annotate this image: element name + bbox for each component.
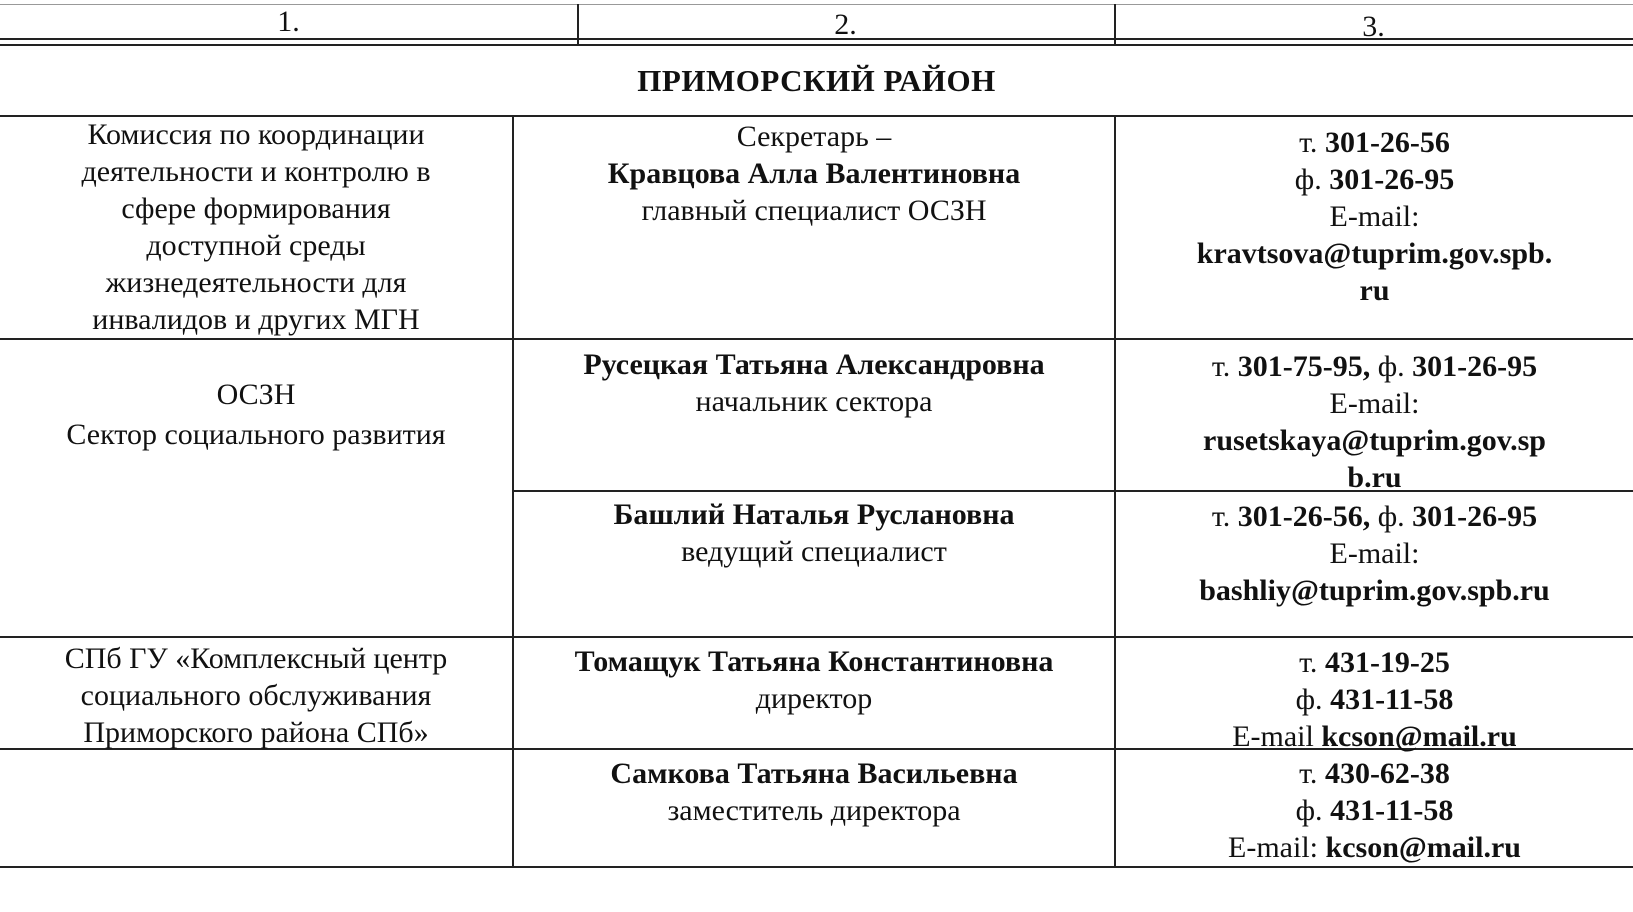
org-line: СПб ГУ «Комплексный центр [64, 642, 448, 675]
email-address: bashliy@tuprim.gov.spb.ru [1199, 574, 1550, 607]
header-col-2: 2. [834, 8, 857, 41]
org-line: Сектор социального развития [66, 418, 446, 451]
phone-prefix: т. [1211, 350, 1231, 383]
fax-prefix: ф. [1294, 163, 1322, 196]
fax-prefix: ф. [1295, 794, 1323, 827]
email-address: kcson@mail.ru [1325, 831, 1521, 864]
row1-organization [0, 116, 512, 338]
role-prefix: Секретарь – [736, 120, 892, 153]
phone-number: 431-19-25 [1324, 646, 1450, 679]
email-label: E-mail: [1329, 537, 1420, 570]
header-col-1: 1. [277, 5, 300, 38]
row1-contact-person [514, 118, 1114, 229]
phone-number: 301-75-95, [1237, 350, 1371, 383]
email-address: kravtsova@tuprim.gov.spb. [1196, 237, 1553, 270]
person-position: начальник сектора [695, 385, 933, 418]
person-name: Башлий Наталья Руслановна [613, 498, 1015, 531]
email-label: E-mail: [1329, 387, 1420, 420]
row2-organization [0, 376, 512, 453]
phone-prefix: т. [1299, 757, 1318, 790]
fax-prefix: ф. [1377, 350, 1405, 383]
fax-number: 301-26-95 [1412, 350, 1538, 383]
email-label: E-mail: [1228, 831, 1319, 864]
org-line: жизнедеятельности для [105, 266, 407, 299]
org-line: социального обслуживания [80, 679, 432, 712]
fax-number: 431-11-58 [1330, 794, 1454, 827]
org-line: Приморского района СПб» [83, 716, 429, 749]
person-position: заместитель директора [667, 794, 961, 827]
email-address: kcson@mail.ru [1321, 720, 1517, 753]
org-line: ОСЗН [216, 378, 296, 411]
fax-prefix: ф. [1377, 500, 1405, 533]
person-name: Русецкая Татьяна Александровна [583, 348, 1045, 381]
fax-number: 431-11-58 [1330, 683, 1454, 716]
row3-contact-person [514, 496, 1114, 570]
person-name: Кравцова Алла Валентиновна [607, 157, 1021, 190]
person-position: ведущий специалист [681, 535, 947, 568]
email-address-cont: b.ru [1347, 461, 1402, 494]
phone-prefix: т. [1211, 500, 1231, 533]
person-position: главный специалист ОСЗН [641, 194, 987, 227]
row2-contact-person [514, 346, 1114, 420]
person-name: Самкова Татьяна Васильевна [610, 757, 1018, 790]
org-line: Комиссия по координации [87, 118, 425, 151]
org-line: инвалидов и других МГН [92, 303, 420, 336]
row4-top-rule [0, 636, 1633, 638]
section-title: ПРИМОРСКИЙ РАЙОН [637, 63, 996, 98]
row4-contact-person [514, 643, 1114, 717]
org-line: доступной среды [146, 229, 366, 262]
fax-prefix: ф. [1295, 683, 1323, 716]
phone-number: 301-26-56, [1237, 500, 1371, 533]
row4-contacts [1116, 644, 1633, 755]
fax-number: 301-26-95 [1329, 163, 1455, 196]
row3-contacts [1116, 498, 1633, 609]
row2-contacts [1116, 348, 1633, 496]
row2-top-rule [0, 338, 1633, 340]
phone-prefix: т. [1299, 126, 1318, 159]
row5-contacts [1116, 755, 1633, 866]
fax-number: 301-26-95 [1412, 500, 1538, 533]
header-col-3: 3. [1362, 10, 1385, 43]
row4-organization [0, 640, 512, 751]
email-label: E-mail [1232, 720, 1314, 753]
phone-number: 301-26-56 [1324, 126, 1450, 159]
org-line: сфере формирования [121, 192, 391, 225]
email-label: E-mail: [1329, 200, 1420, 233]
phone-number: 430-62-38 [1324, 757, 1450, 790]
person-name: Томащук Татьяна Константиновна [574, 645, 1054, 678]
row1-contacts [1116, 124, 1633, 309]
person-position: директор [755, 682, 873, 715]
org-line: деятельности и контролю в [81, 155, 431, 188]
table-bottom-rule [0, 866, 1633, 868]
header-rule-double [0, 44, 1633, 46]
email-address-cont: ru [1359, 274, 1390, 307]
phone-prefix: т. [1299, 646, 1318, 679]
email-address: rusetskaya@tuprim.gov.sp [1203, 424, 1546, 457]
row5-contact-person [514, 755, 1114, 829]
